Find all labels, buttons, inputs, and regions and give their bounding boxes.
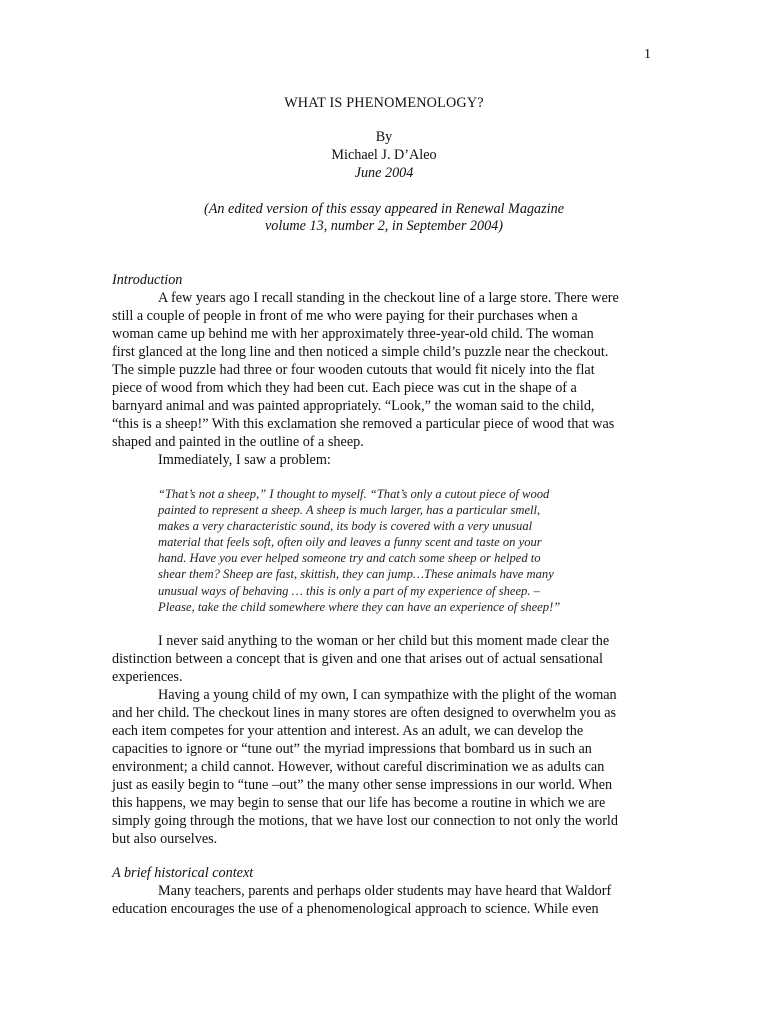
paragraph-line: simply going through the motions, that we have lost our connection to not only the world <box>112 813 618 829</box>
paragraph-line: Many teachers, parents and perhaps older students may have heard that Waldorf <box>158 883 612 899</box>
quote-line: makes a very characteristic sound, its body is covered with a very unusual <box>158 519 533 534</box>
paragraph-line: Immediately, I saw a problem: <box>158 452 331 468</box>
historical-section <box>112 864 657 918</box>
paragraph-line: experiences. <box>112 669 183 685</box>
paragraph-line: each item competes for your attention and interest. As an adult, we can develop the <box>112 723 584 739</box>
paragraph-line: distinction between a concept that is given and one that arises out of actual sensational <box>112 651 603 667</box>
quote-line: Please, take the child somewhere where they can have an experience of sheep!” <box>158 599 561 614</box>
paragraph-line: Having a young child of my own, I can sympathize with the plight of the woman <box>158 687 617 703</box>
paragraph-line: still a couple of people in front of me who were paying for their purchases when a <box>112 308 578 324</box>
quote-line: unusual ways of behaving … this is only a part of my experience of sheep. – <box>158 583 540 598</box>
document-title: WHAT IS PHENOMENOLOGY? <box>284 95 484 111</box>
quote-line: material that feels soft, often oily and leaves a funny scent and taste on your <box>158 535 542 550</box>
paragraph-line: barnyard animal and was painted appropriately. “Look,” the woman said to the child, <box>112 398 595 414</box>
page-number: 1 <box>644 47 651 62</box>
paragraph-line: just as easily begin to “tune –out” the many other sense impressions in our world. When <box>112 777 613 793</box>
paragraph-line: first glanced at the long line and then noticed a simple child’s puzzle near the checkout. <box>112 344 609 360</box>
byline-by: By <box>375 129 393 145</box>
paragraph-line: but also ourselves. <box>112 831 218 847</box>
edition-note-line: (An edited version of this essay appeared in Renewal Magazine <box>203 201 564 217</box>
quote-line: shear them? Sheep are fast, skittish, they can jump…These animals have many <box>158 567 554 582</box>
publication-date: June 2004 <box>354 165 414 181</box>
paragraph-line: shaped and painted in the outline of a sheep. <box>112 434 364 450</box>
paragraph-line: The simple puzzle had three or four wooden cutouts that would fit nicely into the flat <box>112 362 595 378</box>
section-heading-historical: A brief historical context <box>112 865 254 881</box>
block-quote <box>158 486 618 615</box>
paragraph-line: environment; a child cannot. However, without careful discrimination we as adults can <box>112 759 605 775</box>
body-continuation <box>112 632 657 848</box>
paragraph-line: woman came up behind me with her approximately three-year-old child. The woman <box>112 326 594 342</box>
paragraph-line: piece of wood from which they had been cut. Each piece was cut in the shape of a <box>112 380 577 396</box>
byline <box>0 128 768 182</box>
paragraph-line: “this is a sheep!” With this exclamation she removed a particular piece of wood that was <box>112 416 615 432</box>
edition-note-line: volume 13, number 2, in September 2004) <box>265 218 503 234</box>
paragraph-line: and her child. The checkout lines in many stores are often designed to overwhelm you as <box>112 705 617 721</box>
paragraph-line: education encourages the use of a phenomenological approach to science. While even <box>112 901 599 917</box>
author-name: Michael J. D’Aleo <box>331 147 437 163</box>
section-heading-introduction: Introduction <box>112 272 183 288</box>
paragraph-line: I never said anything to the woman or her child but this moment made clear the <box>158 633 610 649</box>
quote-line: hand. Have you ever helped someone try and catch some sheep or helped to <box>158 551 541 566</box>
paragraph-line: this happens, we may begin to sense that our life has become a routine in which we are <box>112 795 606 811</box>
edition-note <box>0 201 768 235</box>
paragraph-line: capacities to ignore or “tune out” the myriad impressions that bombard us in such an <box>112 741 592 757</box>
quote-line: “That’s not a sheep,” I thought to myself. “That’s only a cutout piece of wood <box>158 487 550 501</box>
quote-line: painted to represent a sheep. A sheep is much larger, has a particular smell, <box>158 503 541 518</box>
paragraph-line: A few years ago I recall standing in the checkout line of a large store. There were <box>158 290 619 306</box>
introduction-section <box>112 271 657 469</box>
